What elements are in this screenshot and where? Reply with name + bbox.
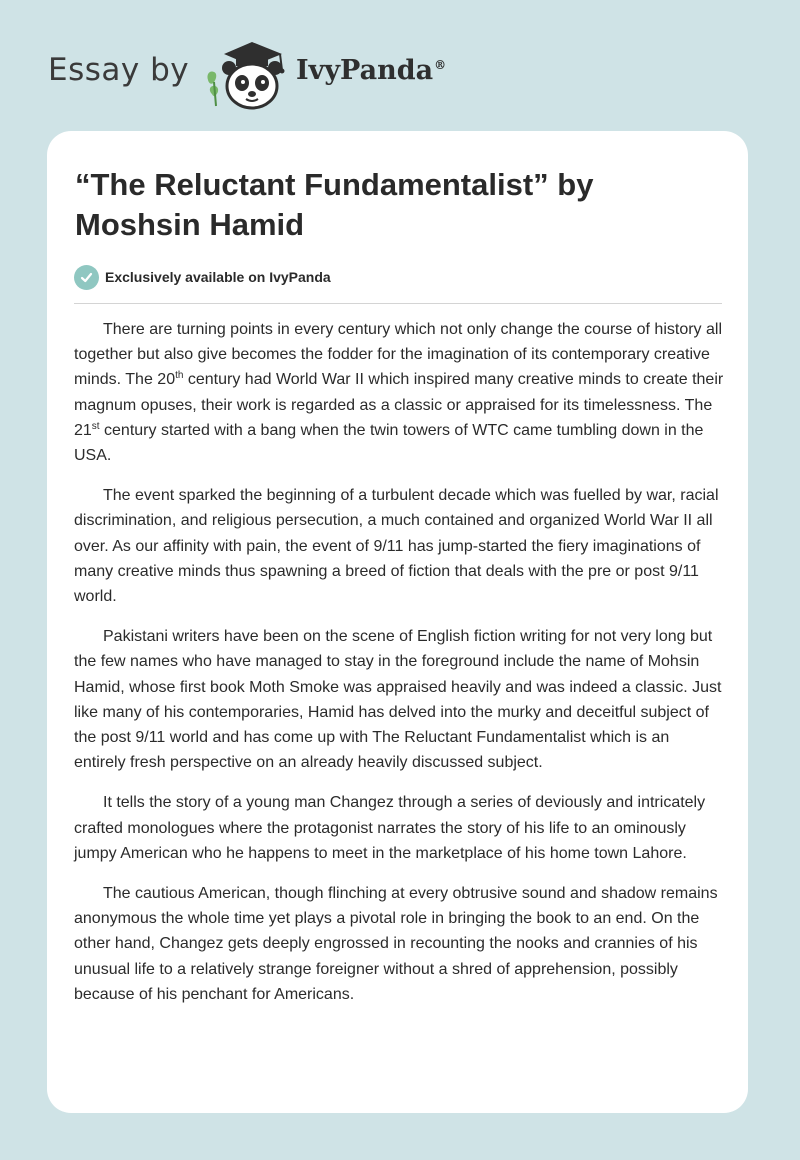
paragraph-3: Pakistani writers have been on the scene of English fiction writing for not very long but the few names who have managed to stay in the foreground include the name of Mohsin Hamid, whose first book Moth Smoke was appraised heavily and was indeed a classic. Just like many of his contemporaries, Hamid has delved into the murky and deceitful subject of the post 9/11 world and has come up with The Reluctant Fundamentalist which is an entirely fresh perspective on an already heavily discussed subject. xyxy=(74,628,722,772)
essay-card xyxy=(47,131,748,1113)
divider xyxy=(74,303,722,304)
checkmark-icon xyxy=(74,265,99,290)
superscript-th: th xyxy=(175,370,184,382)
badge-text: Exclusively available on IvyPanda xyxy=(105,269,331,285)
paragraph-1-part-a: There are turning points in every century which not only change the course of history all together but also give becomes the fodder for the imagination of its contemporary creative minds. The 20 xyxy=(74,321,722,389)
panda-graduate-icon[interactable] xyxy=(202,36,292,112)
essay-title: “The Reluctant Fundamentalist” by Moshsin Hamid xyxy=(75,167,594,242)
registered-mark: ® xyxy=(434,58,447,72)
brand-label: IvyPanda xyxy=(296,55,434,86)
essay-body xyxy=(74,317,724,1022)
paragraph-1 xyxy=(74,317,724,468)
paragraph-2: The event sparked the beginning of a turbulent decade which was fuelled by war, racial discrimination, and religious persecution, a much contained and organized World War II all over. As our affinity with pain, the event of 9/11 has jump-started the fiery imaginations of many creative minds thus spawning a breed of fiction that deals with the pre or post 9/11 world. xyxy=(74,487,719,606)
leaf-icon xyxy=(207,71,218,106)
site-header xyxy=(0,0,800,130)
superscript-st: st xyxy=(91,420,100,432)
paragraph-1-part-c: century started with a bang when the twin towers of WTC came tumbling down in the USA. xyxy=(74,421,704,465)
brand-name[interactable] xyxy=(296,55,446,86)
exclusive-badge xyxy=(74,264,331,290)
essay-by-label: Essay by xyxy=(48,52,190,88)
paragraph-5: The cautious American, though flinching at every obtrusive sound and shadow remains anonymous the whole time yet plays a pivotal role in bringing the book to an end. On the other hand, Changez gets deeply engrossed in recounting the nooks and crannies of his unusual life to a relatively strange foreigner without a shred of apprehension, possibly because of his penchant for Americans. xyxy=(74,885,718,1003)
paragraph-1-part-b: century had World War II which inspired many creative minds to create their magnum opuses, their work is regarded as a classic or appraised for its timelessness. The 21 xyxy=(74,371,724,439)
paragraph-4: It tells the story of a young man Changez through a series of deviously and intricately crafted monologues where the protagonist narrates the story of his life to an ominously jumpy American who he happens to meet in the marketplace of his home town Lahore. xyxy=(74,794,706,862)
